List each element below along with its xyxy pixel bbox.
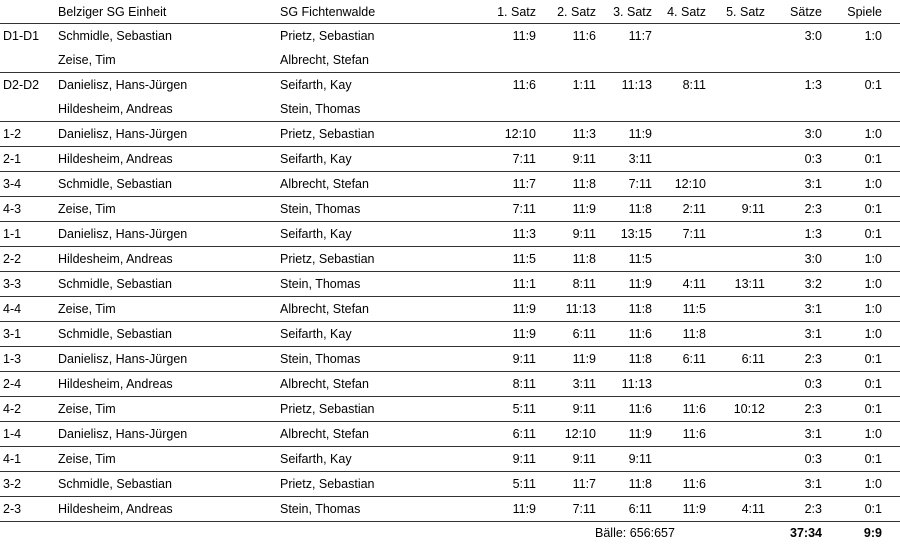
home-player: Schmidle, Sebastian (58, 272, 280, 297)
home-player: Schmidle, Sebastian (58, 172, 280, 197)
set-1-score: 8:11 (480, 372, 548, 397)
set-1-score: 11:9 (480, 297, 548, 322)
set-3-score: 6:11 (604, 497, 660, 522)
away-player: Stein, Thomas (280, 347, 480, 372)
away-player: Seifarth, Kay (280, 73, 480, 98)
saetze-score: 3:1 (779, 322, 832, 347)
set-5-score (716, 422, 779, 447)
home-player: Schmidle, Sebastian (58, 472, 280, 497)
saetze-score: 2:3 (779, 197, 832, 222)
match-id: D1-D1 (0, 24, 58, 49)
spiele-score: 0:1 (832, 447, 900, 472)
away-player: Prietz, Sebastian (280, 247, 480, 272)
header-id (0, 0, 58, 24)
set-2-score: 11:8 (548, 172, 604, 197)
set-4-score (660, 447, 716, 472)
set-4-score: 2:11 (660, 197, 716, 222)
set-2-score: 11:3 (548, 122, 604, 147)
set-2-score: 9:11 (548, 447, 604, 472)
set-3-score: 11:8 (604, 347, 660, 372)
spiele-score: 0:1 (832, 372, 900, 397)
away-player: Seifarth, Kay (280, 447, 480, 472)
header-set-2: 2. Satz (548, 0, 604, 24)
away-player: Prietz, Sebastian (280, 397, 480, 422)
match-id: 4-4 (0, 297, 58, 322)
table-row (0, 422, 900, 447)
away-player: Albrecht, Stefan (280, 297, 480, 322)
set-5-score (716, 73, 779, 98)
set-2-score: 8:11 (548, 272, 604, 297)
set-3-score: 13:15 (604, 222, 660, 247)
table-row (0, 172, 900, 197)
totals-row (0, 522, 900, 544)
match-id: 3-4 (0, 172, 58, 197)
table-row (0, 347, 900, 372)
spiele-score: 0:1 (832, 222, 900, 247)
match-id: 2-3 (0, 497, 58, 522)
set-2-score (548, 48, 604, 73)
header-spiele: Spiele (832, 0, 900, 24)
saetze-score: 3:0 (779, 247, 832, 272)
set-2-score: 9:11 (548, 222, 604, 247)
set-1-score: 11:9 (480, 322, 548, 347)
header-home-team: Belziger SG Einheit (58, 0, 280, 24)
set-2-score: 11:9 (548, 347, 604, 372)
match-id: 1-2 (0, 122, 58, 147)
away-player: Seifarth, Kay (280, 322, 480, 347)
set-3-score: 7:11 (604, 172, 660, 197)
set-4-score: 11:6 (660, 422, 716, 447)
saetze-score: 0:3 (779, 147, 832, 172)
set-2-score: 12:10 (548, 422, 604, 447)
spiele-score: 1:0 (832, 272, 900, 297)
away-player: Albrecht, Stefan (280, 48, 480, 73)
total-balls: Bälle: 656:657 (548, 522, 779, 544)
set-4-score (660, 147, 716, 172)
home-player: Danielisz, Hans-Jürgen (58, 422, 280, 447)
set-4-score (660, 97, 716, 122)
set-2-score: 11:9 (548, 197, 604, 222)
away-player: Seifarth, Kay (280, 147, 480, 172)
set-5-score: 13:11 (716, 272, 779, 297)
set-5-score: 6:11 (716, 347, 779, 372)
home-player: Zeise, Tim (58, 48, 280, 73)
home-player: Danielisz, Hans-Jürgen (58, 73, 280, 98)
home-player: Hildesheim, Andreas (58, 372, 280, 397)
set-5-score (716, 122, 779, 147)
set-4-score (660, 48, 716, 73)
spiele-score: 1:0 (832, 472, 900, 497)
home-player: Danielisz, Hans-Jürgen (58, 222, 280, 247)
set-3-score: 11:8 (604, 297, 660, 322)
saetze-score: 3:1 (779, 422, 832, 447)
set-4-score: 11:6 (660, 472, 716, 497)
saetze-score: 2:3 (779, 347, 832, 372)
set-4-score (660, 247, 716, 272)
set-4-score: 11:5 (660, 297, 716, 322)
set-5-score (716, 172, 779, 197)
saetze-score: 3:2 (779, 272, 832, 297)
home-player: Zeise, Tim (58, 447, 280, 472)
table-row (0, 48, 900, 73)
spiele-score: 0:1 (832, 347, 900, 372)
spiele-score: 0:1 (832, 197, 900, 222)
total-spiele: 9:9 (832, 522, 900, 544)
set-3-score: 11:8 (604, 472, 660, 497)
set-5-score: 10:12 (716, 397, 779, 422)
set-1-score (480, 48, 548, 73)
set-2-score (548, 97, 604, 122)
set-3-score: 11:6 (604, 397, 660, 422)
saetze-score (779, 97, 832, 122)
table-row (0, 447, 900, 472)
set-2-score: 3:11 (548, 372, 604, 397)
set-4-score: 6:11 (660, 347, 716, 372)
set-1-score: 11:7 (480, 172, 548, 197)
set-1-score: 11:9 (480, 24, 548, 49)
spiele-score: 1:0 (832, 247, 900, 272)
away-player: Seifarth, Kay (280, 222, 480, 247)
match-id: 4-3 (0, 197, 58, 222)
set-1-score: 9:11 (480, 447, 548, 472)
match-id: 1-1 (0, 222, 58, 247)
table-row (0, 472, 900, 497)
away-player: Stein, Thomas (280, 197, 480, 222)
match-id: 2-1 (0, 147, 58, 172)
away-player: Prietz, Sebastian (280, 24, 480, 49)
set-1-score: 7:11 (480, 147, 548, 172)
set-3-score: 3:11 (604, 147, 660, 172)
table-row (0, 122, 900, 147)
set-4-score: 4:11 (660, 272, 716, 297)
set-3-score: 9:11 (604, 447, 660, 472)
set-1-score: 11:1 (480, 272, 548, 297)
set-5-score (716, 322, 779, 347)
table-row (0, 24, 900, 49)
table-row (0, 197, 900, 222)
set-1-score: 11:5 (480, 247, 548, 272)
saetze-score: 1:3 (779, 222, 832, 247)
home-player: Hildesheim, Andreas (58, 97, 280, 122)
away-player: Stein, Thomas (280, 97, 480, 122)
set-5-score (716, 24, 779, 49)
spiele-score (832, 48, 900, 73)
saetze-score: 0:3 (779, 447, 832, 472)
away-player: Albrecht, Stefan (280, 372, 480, 397)
match-id: 4-2 (0, 397, 58, 422)
header-set-3: 3. Satz (604, 0, 660, 24)
header-row (0, 0, 900, 24)
saetze-score: 1:3 (779, 73, 832, 98)
saetze-score: 2:3 (779, 397, 832, 422)
home-player: Schmidle, Sebastian (58, 322, 280, 347)
table-row (0, 297, 900, 322)
set-1-score: 11:3 (480, 222, 548, 247)
table-row (0, 497, 900, 522)
set-4-score (660, 372, 716, 397)
set-3-score: 11:13 (604, 372, 660, 397)
home-player: Danielisz, Hans-Jürgen (58, 347, 280, 372)
set-3-score (604, 48, 660, 73)
set-2-score: 11:13 (548, 297, 604, 322)
home-player: Zeise, Tim (58, 197, 280, 222)
set-5-score (716, 372, 779, 397)
set-4-score: 8:11 (660, 73, 716, 98)
set-5-score (716, 147, 779, 172)
set-3-score (604, 97, 660, 122)
match-id: 3-2 (0, 472, 58, 497)
home-player: Hildesheim, Andreas (58, 497, 280, 522)
set-1-score: 7:11 (480, 197, 548, 222)
set-2-score: 6:11 (548, 322, 604, 347)
table-row (0, 397, 900, 422)
spiele-score: 1:0 (832, 122, 900, 147)
table-row (0, 322, 900, 347)
set-1-score: 12:10 (480, 122, 548, 147)
saetze-score: 3:1 (779, 472, 832, 497)
set-5-score (716, 222, 779, 247)
table-row (0, 372, 900, 397)
set-3-score: 11:7 (604, 24, 660, 49)
home-player: Schmidle, Sebastian (58, 24, 280, 49)
set-3-score: 11:5 (604, 247, 660, 272)
set-2-score: 11:8 (548, 247, 604, 272)
away-player: Albrecht, Stefan (280, 422, 480, 447)
set-4-score: 11:6 (660, 397, 716, 422)
saetze-score: 3:1 (779, 297, 832, 322)
set-1-score: 11:9 (480, 497, 548, 522)
set-2-score: 7:11 (548, 497, 604, 522)
set-2-score: 11:7 (548, 472, 604, 497)
set-5-score (716, 48, 779, 73)
set-4-score: 12:10 (660, 172, 716, 197)
set-5-score (716, 97, 779, 122)
set-1-score: 11:6 (480, 73, 548, 98)
set-4-score (660, 24, 716, 49)
header-set-5: 5. Satz (716, 0, 779, 24)
spiele-score: 1:0 (832, 422, 900, 447)
table-row (0, 222, 900, 247)
set-3-score: 11:13 (604, 73, 660, 98)
set-3-score: 11:9 (604, 122, 660, 147)
spiele-score: 0:1 (832, 497, 900, 522)
set-1-score (480, 97, 548, 122)
set-2-score: 9:11 (548, 147, 604, 172)
set-1-score: 5:11 (480, 472, 548, 497)
saetze-score: 0:3 (779, 372, 832, 397)
match-id: 2-4 (0, 372, 58, 397)
home-player: Zeise, Tim (58, 397, 280, 422)
saetze-score (779, 48, 832, 73)
set-5-score: 9:11 (716, 197, 779, 222)
set-1-score: 6:11 (480, 422, 548, 447)
header-set-1: 1. Satz (480, 0, 548, 24)
away-player: Stein, Thomas (280, 272, 480, 297)
set-5-score (716, 297, 779, 322)
match-id (0, 97, 58, 122)
spiele-score: 0:1 (832, 147, 900, 172)
set-5-score (716, 447, 779, 472)
table-row (0, 272, 900, 297)
saetze-score: 2:3 (779, 497, 832, 522)
set-3-score: 11:9 (604, 422, 660, 447)
spiele-score: 0:1 (832, 73, 900, 98)
set-3-score: 11:6 (604, 322, 660, 347)
header-saetze: Sätze (779, 0, 832, 24)
match-id: 2-2 (0, 247, 58, 272)
set-4-score: 11:8 (660, 322, 716, 347)
spiele-score (832, 97, 900, 122)
match-id: D2-D2 (0, 73, 58, 98)
set-1-score: 5:11 (480, 397, 548, 422)
home-player: Hildesheim, Andreas (58, 147, 280, 172)
table-row (0, 247, 900, 272)
spiele-score: 0:1 (832, 397, 900, 422)
away-player: Albrecht, Stefan (280, 172, 480, 197)
away-player: Prietz, Sebastian (280, 122, 480, 147)
set-2-score: 9:11 (548, 397, 604, 422)
match-id: 1-3 (0, 347, 58, 372)
match-id: 4-1 (0, 447, 58, 472)
home-player: Danielisz, Hans-Jürgen (58, 122, 280, 147)
home-player: Zeise, Tim (58, 297, 280, 322)
set-2-score: 1:11 (548, 73, 604, 98)
home-player: Hildesheim, Andreas (58, 247, 280, 272)
table-row (0, 147, 900, 172)
saetze-score: 3:0 (779, 122, 832, 147)
total-saetze: 37:34 (779, 522, 832, 544)
away-player: Prietz, Sebastian (280, 472, 480, 497)
results-body (0, 24, 900, 522)
set-4-score: 7:11 (660, 222, 716, 247)
set-4-score (660, 122, 716, 147)
spiele-score: 1:0 (832, 297, 900, 322)
table-row (0, 97, 900, 122)
spiele-score: 1:0 (832, 322, 900, 347)
match-id: 3-3 (0, 272, 58, 297)
spiele-score: 1:0 (832, 172, 900, 197)
set-5-score: 4:11 (716, 497, 779, 522)
set-3-score: 11:9 (604, 272, 660, 297)
set-2-score: 11:6 (548, 24, 604, 49)
match-id (0, 48, 58, 73)
header-set-4: 4. Satz (660, 0, 716, 24)
table-row (0, 73, 900, 98)
set-3-score: 11:8 (604, 197, 660, 222)
set-4-score: 11:9 (660, 497, 716, 522)
set-5-score (716, 247, 779, 272)
match-id: 1-4 (0, 422, 58, 447)
header-away-team: SG Fichtenwalde (280, 0, 480, 24)
set-1-score: 9:11 (480, 347, 548, 372)
away-player: Stein, Thomas (280, 497, 480, 522)
set-5-score (716, 472, 779, 497)
saetze-score: 3:0 (779, 24, 832, 49)
match-id: 3-1 (0, 322, 58, 347)
saetze-score: 3:1 (779, 172, 832, 197)
spiele-score: 1:0 (832, 24, 900, 49)
